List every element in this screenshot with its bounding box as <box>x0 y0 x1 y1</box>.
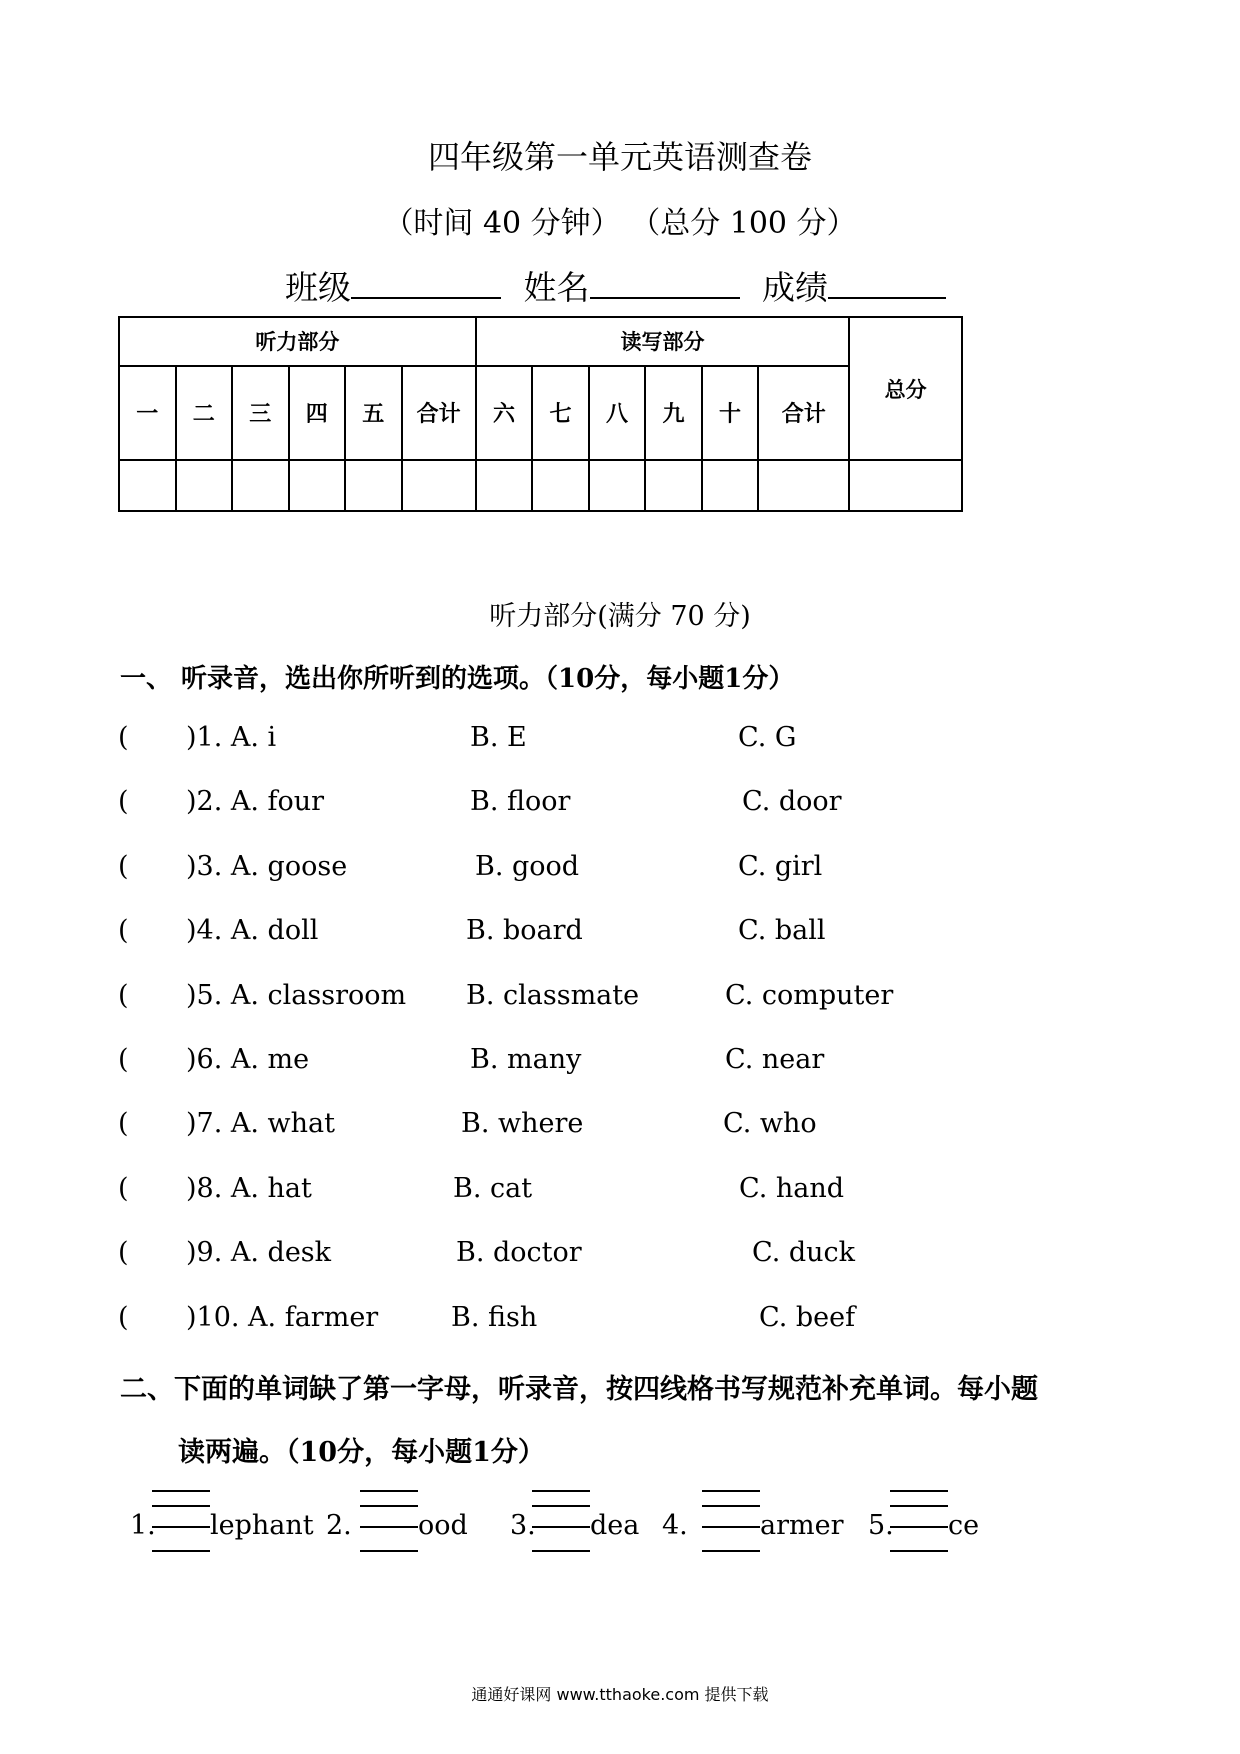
list-item <box>118 851 1018 887</box>
option-b: B. cat <box>453 1173 533 1204</box>
score-cell[interactable] <box>476 460 533 511</box>
four-line-grid[interactable] <box>532 1490 590 1560</box>
four-line-grid[interactable] <box>890 1490 948 1560</box>
exam-subtitle: （时间 40 分钟） （总分 100 分） <box>383 206 857 241</box>
answer-blank[interactable]: ( <box>118 915 129 946</box>
score-cell[interactable] <box>702 460 759 511</box>
four-line-fill-row <box>130 1490 1030 1560</box>
option-b: B. many <box>470 1044 582 1075</box>
fill-number: 4. <box>662 1510 688 1541</box>
score-table <box>118 316 963 512</box>
option-c: C. hand <box>739 1173 845 1204</box>
total-score-header: 总分 <box>849 317 962 460</box>
option-c: C. beef <box>759 1302 856 1333</box>
name-field[interactable] <box>590 267 740 299</box>
class-field[interactable] <box>351 267 501 299</box>
col-header: 三 <box>232 366 289 461</box>
answer-blank[interactable]: ( <box>118 722 129 753</box>
option-b: B. doctor <box>456 1237 582 1268</box>
option-b: B. good <box>475 851 580 882</box>
option-b: B. where <box>461 1108 584 1139</box>
score-cell[interactable] <box>345 460 402 511</box>
option-a: )4. A. doll <box>186 915 319 946</box>
list-item <box>118 1173 1018 1209</box>
col-header: 十 <box>702 366 759 461</box>
listening-part-header: 听力部分 <box>119 317 476 366</box>
option-a: )5. A. classroom <box>186 980 407 1011</box>
fill-word: armer <box>760 1510 844 1541</box>
score-label: 成绩 <box>762 268 828 307</box>
answer-blank[interactable]: ( <box>118 1108 129 1139</box>
reading-part-header: 读写部分 <box>476 317 849 366</box>
score-cell[interactable] <box>645 460 702 511</box>
list-item <box>118 1237 1018 1273</box>
option-c: C. girl <box>738 851 823 882</box>
score-cell[interactable] <box>402 460 476 511</box>
answer-blank[interactable]: ( <box>118 980 129 1011</box>
option-a: )10. A. farmer <box>186 1302 379 1333</box>
list-item <box>118 722 1018 758</box>
list-item <box>118 1302 1018 1338</box>
option-a: )3. A. goose <box>186 851 348 882</box>
score-field[interactable] <box>828 267 946 299</box>
footer-source: 通通好课网 www.tthaoke.com 提供下载 <box>471 1685 769 1704</box>
fill-number: 1. <box>130 1510 156 1541</box>
answer-blank[interactable]: ( <box>118 786 129 817</box>
col-header: 六 <box>476 366 533 461</box>
option-a: )8. A. hat <box>186 1173 312 1204</box>
list-item <box>118 786 1018 822</box>
answer-blank[interactable]: ( <box>118 1237 129 1268</box>
col-header: 四 <box>289 366 346 461</box>
option-c: C. G <box>738 722 797 753</box>
col-header: 七 <box>532 366 589 461</box>
list-item <box>118 980 1018 1016</box>
option-b: B. classmate <box>466 980 640 1011</box>
fill-word: dea <box>590 1510 640 1541</box>
option-c: C. near <box>725 1044 825 1075</box>
question2-heading: 二、下面的单词缺了第一字母，听录音，按四线格书写规范补充单词。每小题 <box>120 1374 1038 1405</box>
list-item <box>118 1108 1018 1144</box>
option-c: C. door <box>742 786 842 817</box>
option-c: C. ball <box>738 915 826 946</box>
col-header: 一 <box>119 366 176 461</box>
score-cell[interactable] <box>232 460 289 511</box>
four-line-grid[interactable] <box>152 1490 210 1560</box>
fill-number: 2. <box>326 1510 352 1541</box>
question1-heading: 一、 听录音，选出你所听到的选项。（10分，每小题1分） <box>120 664 795 694</box>
option-b: B. fish <box>451 1302 538 1333</box>
list-item <box>118 915 1018 951</box>
option-a: )6. A. me <box>186 1044 310 1075</box>
score-cell[interactable] <box>589 460 646 511</box>
option-a: )7. A. what <box>186 1108 335 1139</box>
fill-word: ood <box>418 1510 468 1541</box>
score-cell[interactable] <box>176 460 233 511</box>
option-c: C. duck <box>752 1237 856 1268</box>
fill-number: 3. <box>510 1510 536 1541</box>
answer-blank[interactable]: ( <box>118 1302 129 1333</box>
col-header: 五 <box>345 366 402 461</box>
col-header: 合计 <box>402 366 476 461</box>
four-line-grid[interactable] <box>702 1490 760 1560</box>
option-a: )9. A. desk <box>186 1237 332 1268</box>
score-cell[interactable] <box>532 460 589 511</box>
option-b: B. board <box>466 915 583 946</box>
score-cell[interactable] <box>289 460 346 511</box>
four-line-grid[interactable] <box>360 1490 418 1560</box>
option-b: B. floor <box>470 786 571 817</box>
option-a: )1. A. i <box>186 722 277 753</box>
class-label: 班级 <box>285 268 351 307</box>
fill-number: 5. <box>868 1510 894 1541</box>
col-header: 二 <box>176 366 233 461</box>
option-c: C. who <box>723 1108 817 1139</box>
name-label: 姓名 <box>523 268 590 307</box>
score-cell[interactable] <box>119 460 176 511</box>
listening-section-title: 听力部分(满分 70 分) <box>489 601 751 632</box>
question2-heading-cont: 读两遍。（10分，每小题1分） <box>178 1437 545 1468</box>
option-c: C. computer <box>725 980 894 1011</box>
answer-blank[interactable]: ( <box>118 1044 129 1075</box>
list-item <box>118 1044 1018 1080</box>
col-header: 九 <box>645 366 702 461</box>
student-info-line <box>285 262 958 309</box>
col-header: 八 <box>589 366 646 461</box>
col-header: 合计 <box>758 366 849 461</box>
fill-word: lephant <box>210 1510 314 1541</box>
score-cell[interactable] <box>758 460 849 511</box>
exam-title: 四年级第一单元英语测查卷 <box>427 138 812 176</box>
score-cell[interactable] <box>849 460 962 511</box>
fill-word: ce <box>948 1510 980 1541</box>
answer-blank[interactable]: ( <box>118 851 129 882</box>
option-b: B. E <box>470 722 527 753</box>
option-a: )2. A. four <box>186 786 325 817</box>
answer-blank[interactable]: ( <box>118 1173 129 1204</box>
